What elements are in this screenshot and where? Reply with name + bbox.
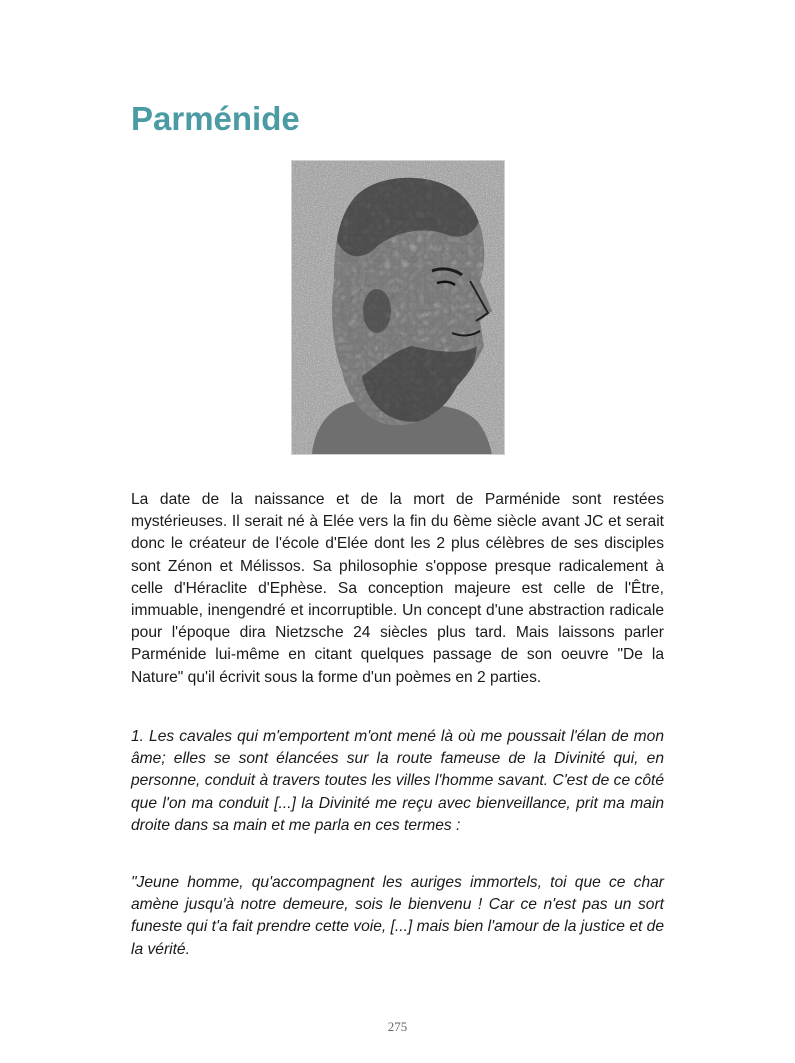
page-title: Parménide — [131, 100, 300, 137]
portrait-image — [291, 160, 505, 455]
quote-paragraph-2: "Jeune homme, qu'accompagnent les auriges immortels, toi que ce char amène jusqu'à notre demeure, sois le bienvenu ! Car ce n'est pas un sort funeste qui t'a fait prendre cette voie, [...] mais bien l'amour de la justice et de la vérité. — [131, 874, 664, 958]
quote-paragraph-1: 1. Les cavales qui m'emportent m'ont mené là où me poussait l'élan de mon âme; elles se sont élancées sur la route fameuse de la Divinité qui, en personne, conduit à travers toutes les villes l'homme savant. C'est de ce côté que l'on ma conduit [...] la Divinité me reçu avec bienveillance, prit ma main droite dans sa main et me parla en ces termes : — [131, 728, 664, 834]
intro-paragraph: La date de la naissance et de la mort de Parménide sont restées mystérieuses. Il serait né à Elée vers la fin du 6ème siècle avant JC et serait donc le créateur de l'école d'Elée dont les 2 plus célèbres de ses disciples sont Zénon et Mélissos. Sa philosophie s'oppose presque radicalement à celle d'Héraclite d'Ephèse. Sa conception majeure est celle de l'Être, immuable, inengendré et incorruptible. Un concept d'une abstraction radicale pour l'époque dira Nietzsche 24 siècles plus tard. Mais laissons parler Parménide lui-même en citant quelques passage de son oeuvre "De la Nature" qu'il écrivit sous la forme d'un poèmes en 2 parties. — [131, 491, 664, 686]
parmenides-bust-illustration — [292, 161, 504, 454]
page-number: 275 — [387, 1019, 408, 1034]
